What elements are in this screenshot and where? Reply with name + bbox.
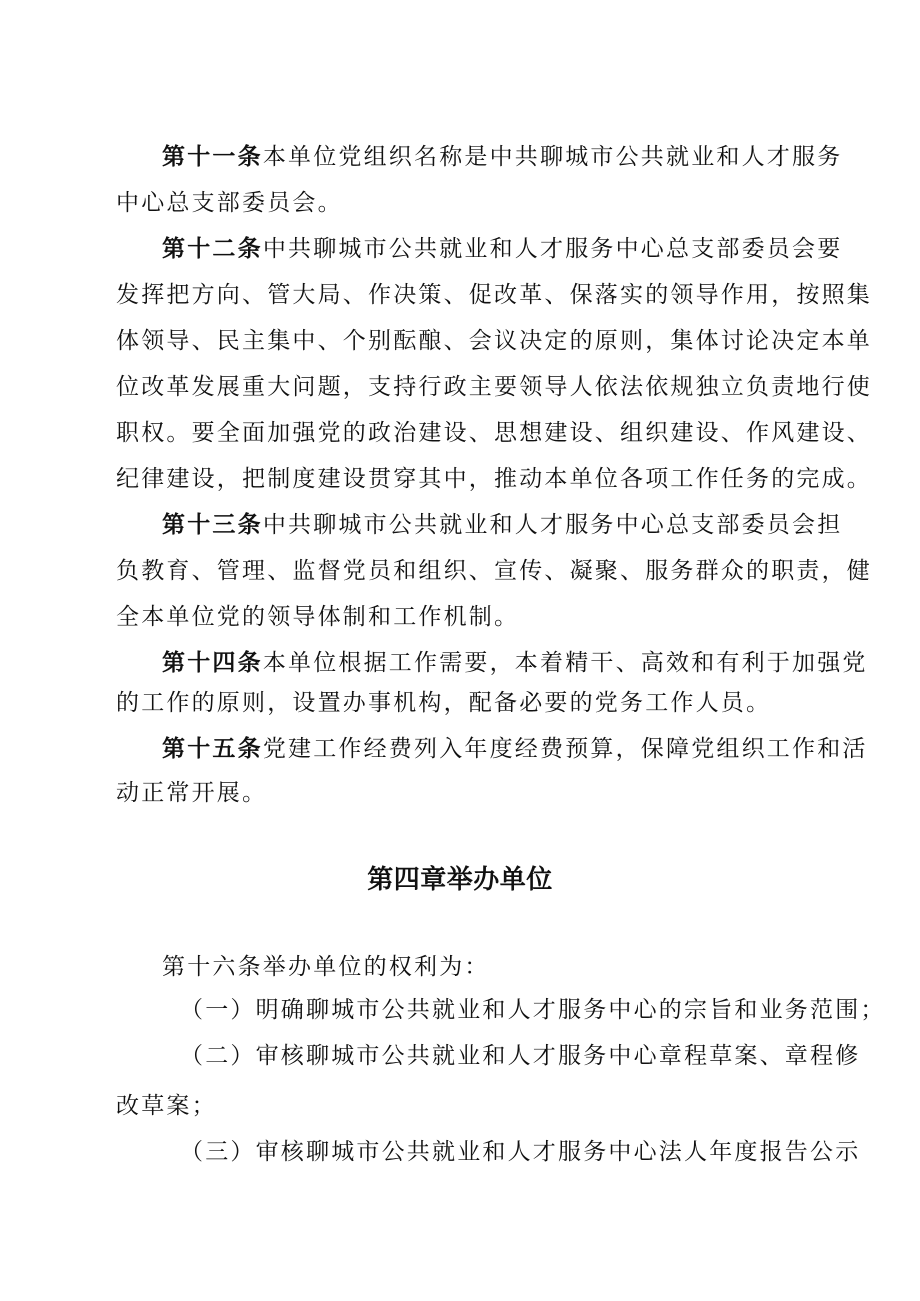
article-13-line-2: 负教育、管理、监督党员和组织、宣传、凝聚、服务群众的职责，健 bbox=[116, 558, 872, 584]
article-12-line-4: 位改革发展重大问题，支持行政主要领导人依法依规独立负责地行使 bbox=[116, 374, 872, 400]
article-14-line-2: 的工作的原则，设置办事机构，配备必要的党务工作人员。 bbox=[116, 690, 772, 716]
article-13-line-1 bbox=[0, 510, 920, 540]
article-16-item-3-line-1: （三）审核聊城市公共就业和人才服务中心法人年度报告公示 bbox=[180, 1139, 861, 1165]
article-15-label: 第十五条 bbox=[162, 735, 263, 762]
article-11-line-2: 中心总支部委员会。 bbox=[116, 190, 343, 216]
article-12-line-1 bbox=[0, 234, 920, 264]
article-11-line-1 bbox=[0, 142, 920, 172]
article-11-text: 本单位党组织名称是中共聊城市公共就业和人才服务 bbox=[262, 144, 843, 170]
article-16-item-2-line-2: 改草案； bbox=[116, 1093, 217, 1119]
article-16-item-1: （一）明确聊城市公共就业和人才服务中心的宗旨和业务范围； bbox=[180, 997, 886, 1023]
article-13-text: 中共聊城市公共就业和人才服务中心总支部委员会担 bbox=[262, 512, 843, 538]
article-12-line-6: 纪律建设，把制度建设贯穿其中，推动本单位各项工作任务的完成。 bbox=[116, 466, 872, 492]
chapter-4-heading: 第四章举办单位 bbox=[367, 865, 553, 895]
article-15-line-2: 动正常开展。 bbox=[116, 780, 268, 806]
article-12-text: 中共聊城市公共就业和人才服务中心总支部委员会要 bbox=[262, 236, 843, 262]
article-12-line-3: 体领导、民主集中、个别酝酿、会议决定的原则，集体讨论决定本单 bbox=[116, 328, 872, 354]
article-16-intro: 第十六条举办单位的权利为： bbox=[162, 954, 490, 980]
article-15-line-1 bbox=[0, 734, 920, 764]
article-13-label: 第十三条 bbox=[162, 511, 263, 538]
article-12-line-5: 职权。要全面加强党的政治建设、思想建设、组织建设、作风建设、 bbox=[116, 420, 872, 446]
article-14-label: 第十四条 bbox=[162, 649, 263, 676]
article-13-line-3: 全本单位党的领导体制和工作机制。 bbox=[116, 604, 520, 630]
article-15-text: 党建工作经费列入年度经费预算，保障党组织工作和活 bbox=[262, 736, 868, 762]
article-12-label: 第十二条 bbox=[162, 235, 263, 262]
article-14-line-1 bbox=[0, 648, 920, 678]
article-11-label: 第十一条 bbox=[162, 143, 263, 170]
article-12-line-2: 发挥把方向、管大局、作决策、促改革、保落实的领导作用，按照集 bbox=[116, 282, 872, 308]
article-16-item-2-line-1: （二）审核聊城市公共就业和人才服务中心章程草案、章程修 bbox=[180, 1043, 861, 1069]
article-14-text: 本单位根据工作需要，本着精干、高效和有利于加强党 bbox=[262, 650, 868, 676]
